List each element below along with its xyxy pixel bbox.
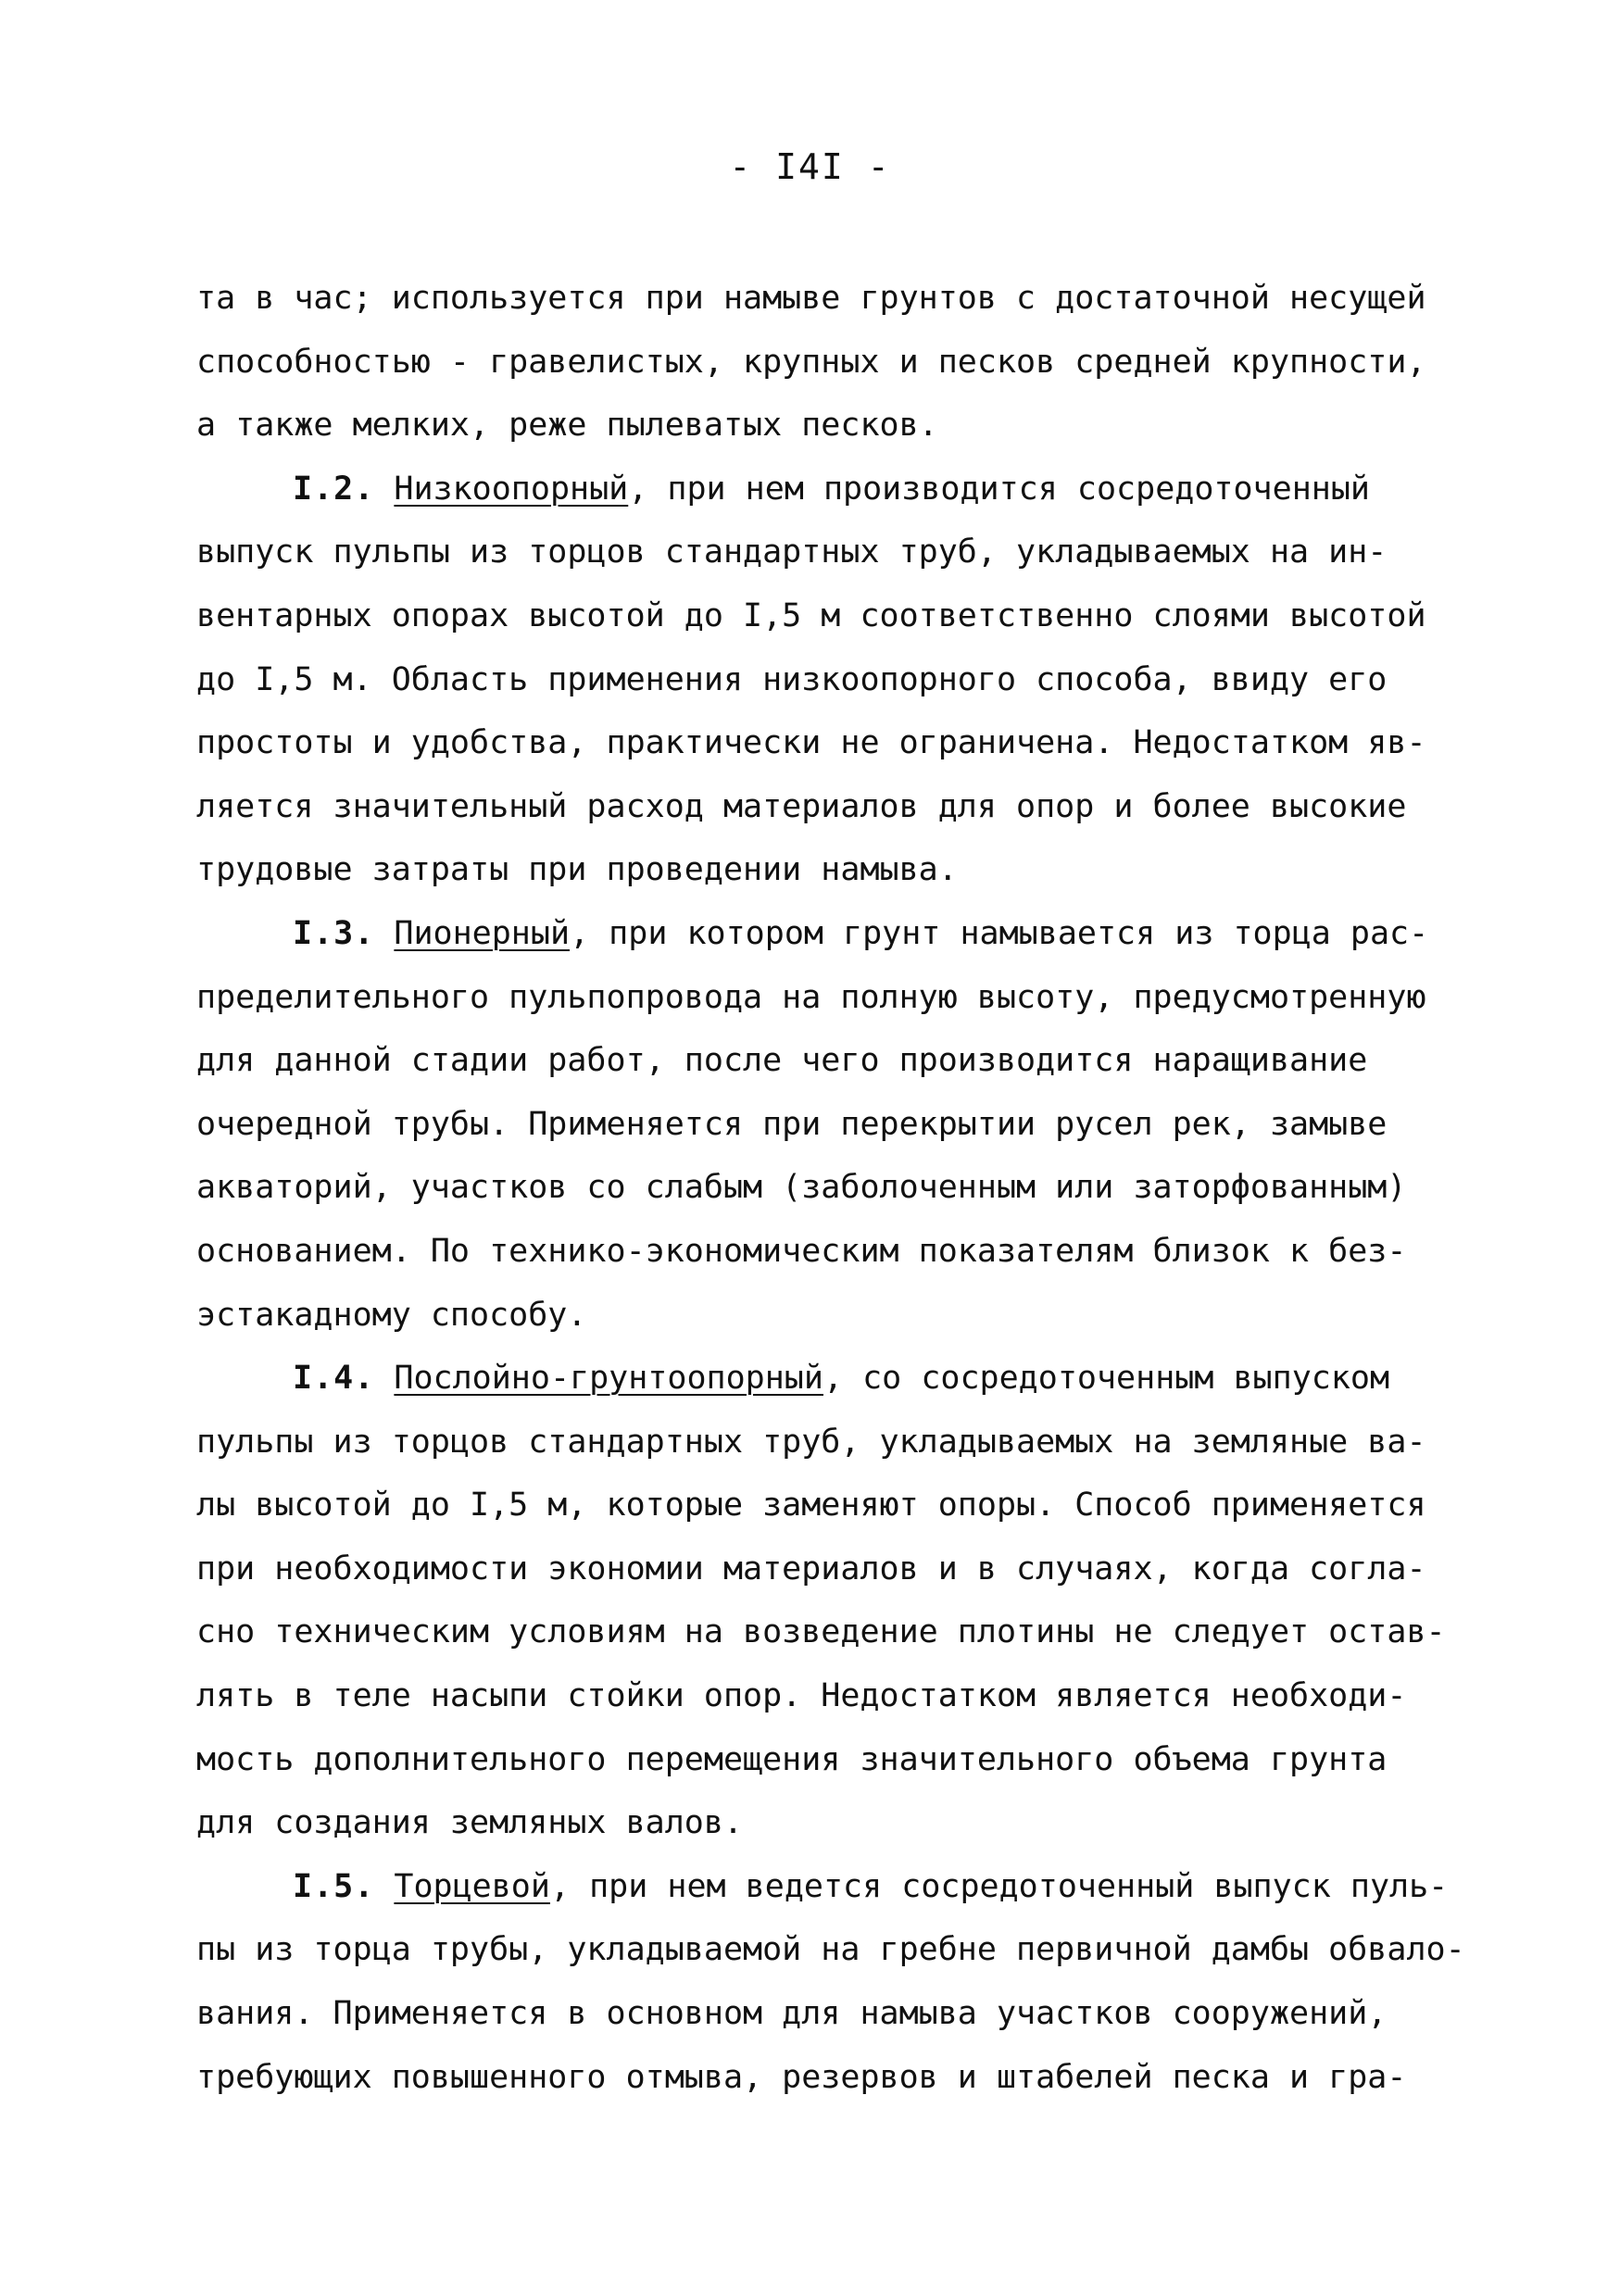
text-line: до I,5 м. Область применения низкоопорного способа, ввиду его — [196, 660, 1388, 698]
section-number: I.2. — [293, 470, 375, 508]
body-text — [196, 267, 1465, 2109]
text-line: трудовые затраты при проведении намыва. — [196, 851, 958, 889]
section-heading-line — [196, 1347, 1419, 1411]
text-line: для создания земляных валов. — [196, 1804, 744, 1842]
section-heading-rest: , при нем ведется сосредоточенный выпуск пуль- — [549, 1867, 1449, 1905]
text-line: основанием. По технико-экономическим показателям близок к без- — [196, 1232, 1407, 1270]
section-term: Торцевой — [394, 1867, 550, 1905]
text-line: простоты и удобства, практически не ограничена. Недостатком яв- — [196, 724, 1426, 762]
page-number: - I4I - — [729, 146, 891, 187]
text-line: лы высотой до I,5 м, которые заменяют опоры. Способ применяется — [196, 1487, 1426, 1524]
section-heading-rest: , при котором грунт намывается из торца рас- — [570, 914, 1429, 952]
section-heading-line — [196, 458, 1419, 521]
text-line: та в час; используется при намыве грунтов с достаточной несущей — [196, 280, 1426, 317]
section-heading-line — [196, 1855, 1449, 1919]
section-heading-rest: , при нем производится сосредоточенный — [628, 470, 1370, 508]
text-line: требующих повышенного отмыва, резервов и штабелей песка и гра- — [196, 2058, 1407, 2096]
text-line: акваторий, участков со слабым (заболоченным или заторфованным) — [196, 1169, 1407, 1207]
text-line: пределительного пульпопровода на полную высоту, предусмотренную — [196, 978, 1426, 1016]
text-line: вания. Применяется в основном для намыва участков сооружений, — [196, 1995, 1388, 2033]
section-term: Низкоопорный — [394, 470, 629, 508]
text-line: пульпы из торцов стандартных труб, укладываемых на земляные ва- — [196, 1423, 1426, 1461]
section-heading-rest: , со сосредоточенным выпуском — [823, 1360, 1390, 1398]
section-term: Пионерный — [394, 914, 571, 952]
section-number: I.4. — [293, 1360, 375, 1398]
section-number: I.5. — [293, 1867, 375, 1905]
text-line: ляется значительный расход материалов для опор и более высокие — [196, 787, 1407, 825]
text-line: вентарных опорах высотой до I,5 м соответственно слоями высотой — [196, 596, 1426, 634]
text-line: сно техническим условиям на возведение плотины не следует остав- — [196, 1613, 1446, 1651]
text-line: способностью - гравелистых, крупных и песков средней крупности, — [196, 343, 1426, 381]
text-line: эстакадному способу. — [196, 1296, 587, 1334]
text-line: для данной стадии работ, после чего производится наращивание — [196, 1042, 1368, 1080]
text-line: мость дополнительного перемещения значительного объема грунта — [196, 1740, 1388, 1778]
text-line: а также мелких, реже пылеватых песков. — [196, 407, 938, 445]
section-term: Послойно-грунтоопорный — [394, 1360, 823, 1398]
text-line: выпуск пульпы из торцов стандартных труб, укладываемых на ин- — [196, 533, 1388, 571]
section-number: I.3. — [293, 914, 375, 952]
text-line: пы из торца трубы, укладываемой на гребне первичной дамбы обвало- — [196, 1931, 1465, 1969]
section-heading-line — [196, 902, 1429, 966]
text-line: при необходимости экономии материалов и в случаях, когда согла- — [196, 1549, 1426, 1587]
text-line: очередной трубы. Применяется при перекрытии русел рек, замыве — [196, 1105, 1388, 1143]
text-line: лять в теле насыпи стойки опор. Недостатком является необходи- — [196, 1677, 1407, 1715]
